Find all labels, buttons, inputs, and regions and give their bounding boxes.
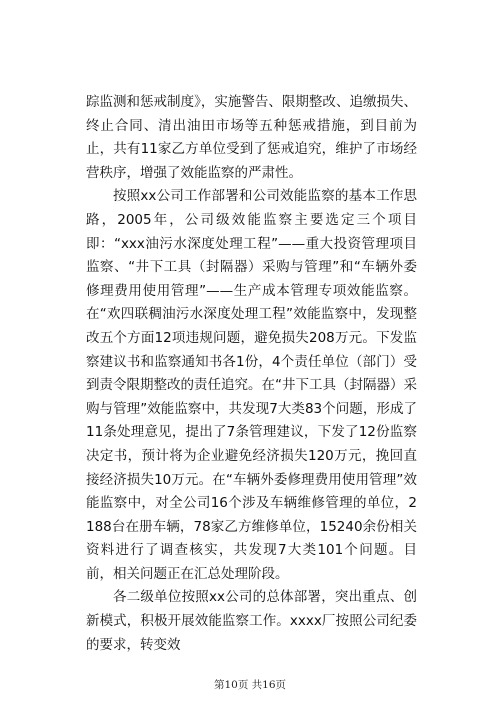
paragraph-3: 各二级单位按照xx公司的总体部署，突出重点、创新模式，积极开展效能监察工作。xxxx厂按照公司纪委的要求，转变效 (86, 589, 417, 653)
page-footer: 第10页 共16页 (213, 679, 287, 691)
body-text (86, 91, 417, 657)
paragraph-2: 按照xx公司工作部署和公司效能监察的基本工作思路，2005年，公司级效能监察主要选定三个项目即：“xxx油污水深度处理工程”——重大投资管理项目监察、“井下工具（封隔器）采购与管理”和“车辆外委修理费用使用管理”——生产成本管理专项效能监察。在“欢四联稠油污水深度处理工程”效能监察中，发现整改五个方面12项违规问题，避免损失208万元。下发监察建议书和监察通知书各1份，4个责任单位（部门）受到责令限期整改的责任追究。在“井下工具（封隔器）采购与管理”效能监察中，共发现7大类83个问题，形成了11条处理意见，提出了7条管理建议，下发了12份监察决定书，预计将为企业避免经济损失120万元，挽回直接经济损失10万元。在“车辆外委修理费用使用管理”效能监察中，对全公司16个涉及车辆维修管理的单位，2188台在册车辆，78家乙方维修单位，15240余份相关资料进行了调查核实，共发现7大类101个问题。目前，相关问题正在汇总处理阶段。 (86, 188, 417, 582)
paragraph-1: 踪监测和惩戒制度》，实施警告、限期整改、追缴损失、终止合同、清出油田市场等五种惩戒措施，到目前为止，共有11家乙方单位受到了惩戒追究，维护了市场经营秩序，增强了效能监察的严肃性。 (86, 94, 417, 181)
